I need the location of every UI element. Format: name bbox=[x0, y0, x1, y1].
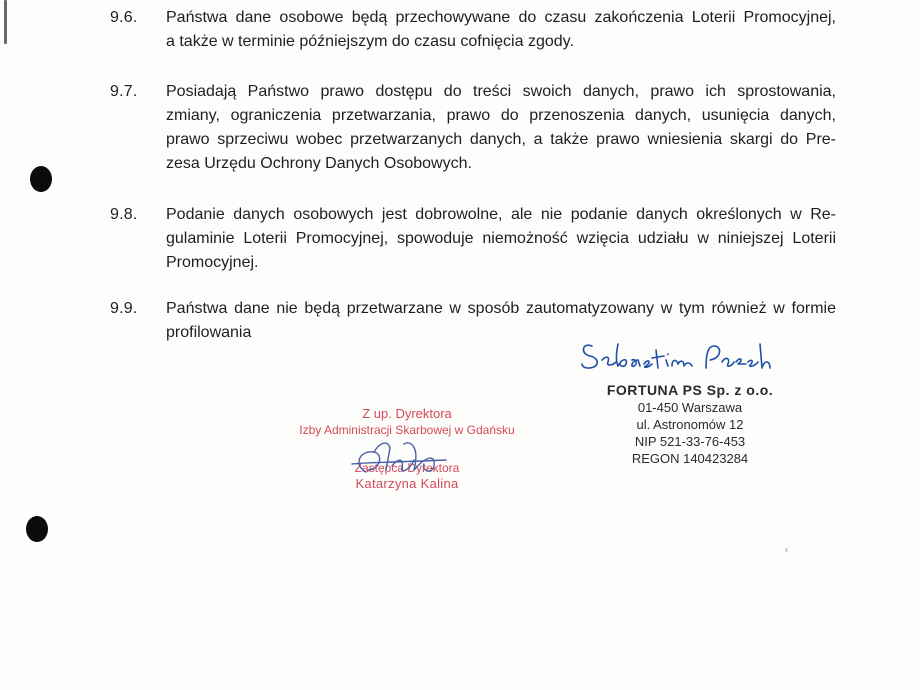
clause-line: Państwa dane osobowe będą przechowywane do czasu zakończenia Loterii Promocyjnej, bbox=[166, 9, 836, 26]
stamp-line: Zastępca Dyrektora bbox=[354, 461, 460, 475]
company-street: ul. Astronomów 12 bbox=[636, 417, 744, 432]
clause-text bbox=[166, 203, 836, 275]
clause-line: zmiany, ograniczenia przetwarzania, prawo do przenoszenia danych, usunięcia danych, bbox=[166, 107, 836, 124]
clause-line: zesa Urzędu Ochrony Danych Osobowych. bbox=[166, 155, 472, 172]
clause-number: 9.9. bbox=[110, 300, 138, 317]
scan-edge-mark bbox=[4, 0, 7, 44]
clause-line: Posiadają Państwo prawo dostępu do treści swoich danych, prawo ich sprostowania, bbox=[166, 83, 836, 100]
stamp-line: Z up. Dyrektora bbox=[362, 406, 452, 421]
company-name: FORTUNA PS Sp. z o.o. bbox=[606, 382, 774, 398]
company-address-block bbox=[590, 382, 790, 467]
clause-number: 9.7. bbox=[110, 83, 138, 100]
clause-number: 9.8. bbox=[110, 206, 138, 223]
clause-line: gulaminie Loterii Promocyjnej, spowoduje niemożność wzięcia udziału w niniejszej Loterii bbox=[166, 230, 836, 247]
clause-line: Promocyjnej. bbox=[166, 254, 259, 271]
company-nip: NIP 521-33-76-453 bbox=[634, 434, 746, 449]
clause-line: a także w terminie późniejszym do czasu cofnięcia zgody. bbox=[166, 33, 574, 50]
company-regon: REGON 140423284 bbox=[631, 451, 749, 466]
stamp-signature bbox=[344, 436, 454, 476]
punch-hole-top bbox=[30, 166, 52, 192]
clause-line: Podanie danych osobowych jest dobrowolne, ale nie podanie danych określonych w Re- bbox=[166, 206, 836, 223]
clause-text bbox=[166, 6, 836, 54]
clause-line: profilowania bbox=[166, 324, 252, 341]
stamp-line: Katarzyna Kalina bbox=[355, 476, 459, 491]
clause-number: 9.6. bbox=[110, 9, 138, 26]
clause-line: prawo sprzeciwu wobec przetwarzanych danych, a także prawo wniesienia skargi do Pre- bbox=[166, 131, 836, 148]
handwritten-signature bbox=[578, 332, 778, 378]
clause-text bbox=[166, 80, 836, 176]
stamp-line: Izby Administracji Skarbowej w Gdańsku bbox=[299, 423, 515, 437]
company-city: 01-450 Warszawa bbox=[637, 400, 743, 415]
punch-hole-bottom bbox=[26, 516, 48, 542]
scan-speck bbox=[785, 548, 788, 552]
clause-line: Państwa dane nie będą przetwarzane w sposób zautomatyzowany w tym również w formie bbox=[166, 300, 836, 317]
